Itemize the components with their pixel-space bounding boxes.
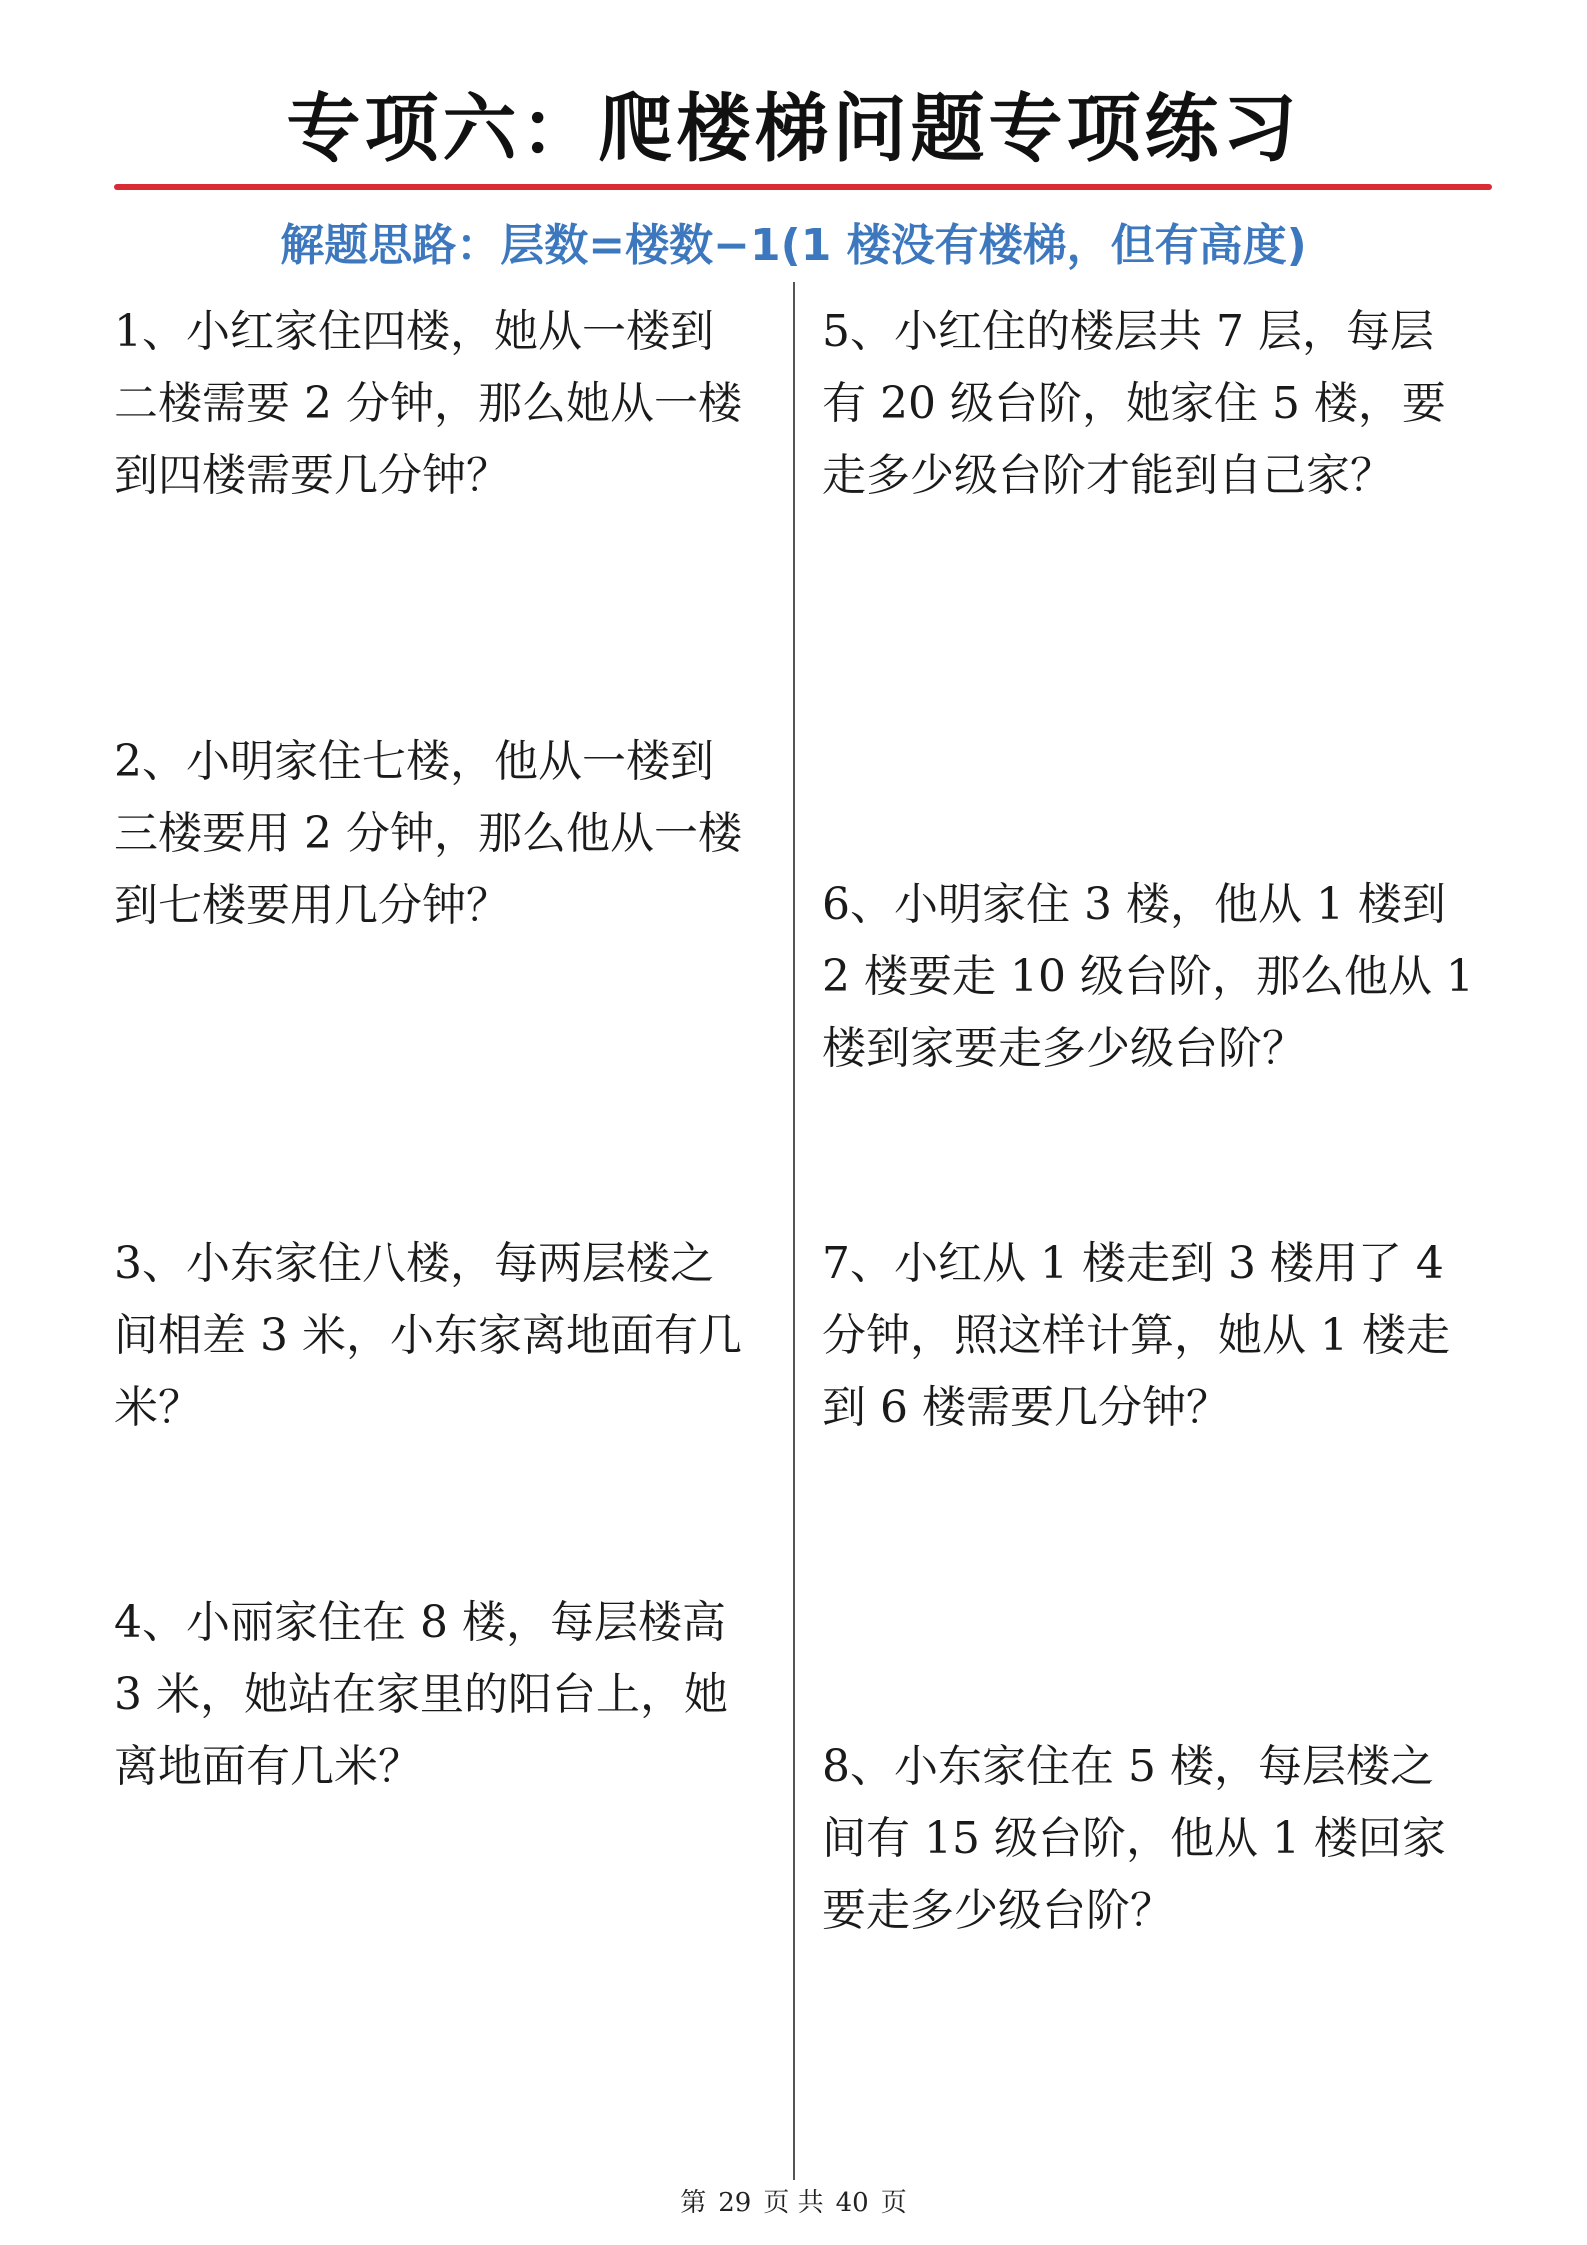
- page-footer: [0, 2190, 1587, 2216]
- problem-line: 走多少级台阶才能到自己家？: [822, 450, 1394, 501]
- problem-line: 楼到家要走多少级台阶？: [822, 1023, 1306, 1074]
- problem-line: 3、小东家住八楼，每两层楼之: [114, 1238, 714, 1289]
- problem-3: [114, 1228, 774, 1444]
- page-number: 29: [718, 2188, 752, 2218]
- problem-line: 1、小红家住四楼，她从一楼到: [114, 306, 714, 357]
- problem-line: 二楼需要 2 分钟，那么她从一楼: [114, 378, 742, 429]
- problem-line: 间有 15 级台阶，他从 1 楼回家: [822, 1813, 1446, 1864]
- footer-suffix: 页: [880, 2188, 907, 2218]
- problem-2: [114, 726, 774, 942]
- problem-line: 间相差 3 米，小东家离地面有几: [114, 1310, 742, 1361]
- problem-line: 分钟，照这样计算，她从 1 楼走: [822, 1310, 1450, 1361]
- problem-line: 到 6 楼需要几分钟？: [822, 1382, 1230, 1433]
- problem-line: 到四楼需要几分钟？: [114, 450, 510, 501]
- problem-line: 7、小红从 1 楼走到 3 楼用了 4: [822, 1238, 1444, 1289]
- problem-line: 有 20 级台阶，她家住 5 楼，要: [822, 378, 1446, 429]
- problem-line: 5、小红住的楼层共 7 层，每层: [822, 306, 1434, 357]
- footer-prefix: 第: [680, 2188, 707, 2218]
- problem-line: 2、小明家住七楼，他从一楼到: [114, 736, 714, 787]
- total-pages: 40: [835, 2188, 869, 2218]
- problem-line: 2 楼要走 10 级台阶，那么他从 1: [822, 951, 1474, 1002]
- problem-line: 三楼要用 2 分钟，那么他从一楼: [114, 808, 742, 859]
- problem-line: 要走多少级台阶？: [822, 1885, 1174, 1936]
- solution-hint: 解题思路：层数=楼数−1(1 楼没有楼梯，但有高度): [280, 220, 1307, 271]
- problem-line: 3 米，她站在家里的阳台上，她: [114, 1669, 728, 1720]
- title-underline: [114, 184, 1492, 190]
- problem-line: 到七楼要用几分钟？: [114, 880, 510, 931]
- problem-1: [114, 296, 774, 512]
- problem-4: [114, 1587, 774, 1803]
- problem-line: 米？: [114, 1382, 202, 1433]
- problem-5: [822, 296, 1482, 512]
- problem-line: 离地面有几米？: [114, 1741, 422, 1792]
- problem-7: [822, 1228, 1482, 1444]
- problem-8: [822, 1731, 1482, 1947]
- column-divider: [793, 282, 795, 2180]
- footer-mid: 页 共: [763, 2188, 824, 2218]
- problem-line: 8、小东家住在 5 楼，每层楼之: [822, 1741, 1434, 1792]
- problem-line: 4、小丽家住在 8 楼，每层楼高: [114, 1597, 726, 1648]
- page-title: 专项六：爬楼梯问题专项练习: [286, 86, 1301, 172]
- problem-line: 6、小明家住 3 楼，他从 1 楼到: [822, 879, 1446, 930]
- problem-6: [822, 869, 1482, 1085]
